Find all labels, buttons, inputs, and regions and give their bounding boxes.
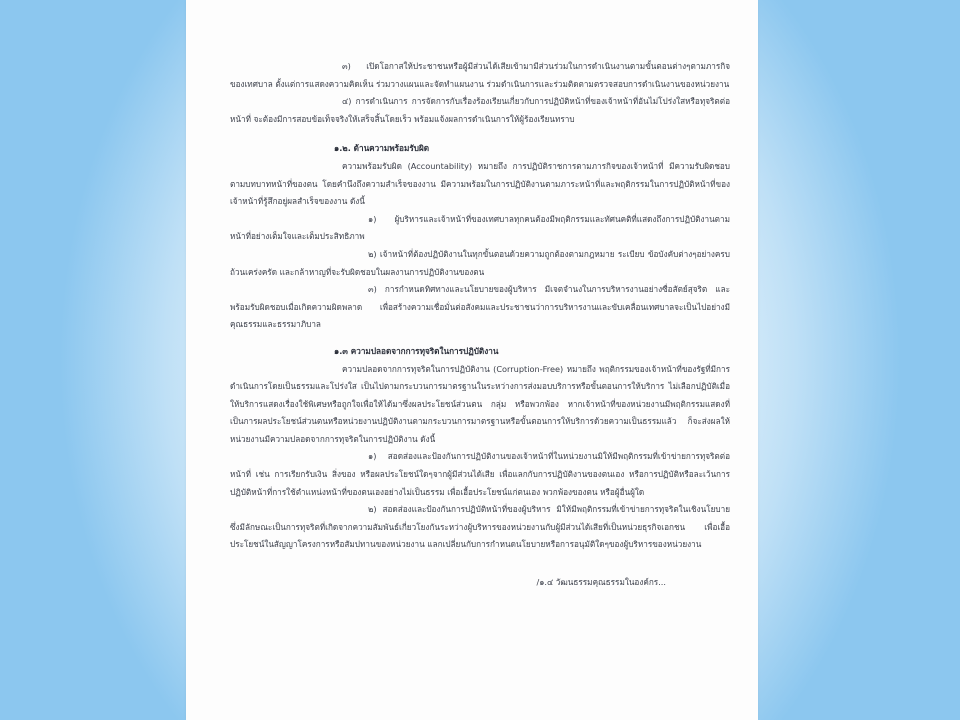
paragraph-4: ๔) การดำเนินการ การจัดการกับเรื่องร้องเรียนเกี่ยวกับการปฏิบัติหน้าที่ของเจ้าหน้าที่อันไม่โปร่งใสหรือทุจริตต่อหน้าที่ จะต้องมีการสอบข้อเท็จจริงให้เสร็จสิ้นโดยเร็ว พร้อมแจ้งผลการดำเนินการให้ผู้ร้องเรียนทราบ — [230, 96, 730, 124]
document-body — [230, 58, 730, 592]
accountability-item-1: ๑) ผู้บริหารและเจ้าหน้าที่ของเทศบาลทุกคนต้องมีพฤติกรรมและทัศนคติที่แสดงถึงการปฏิบัติงานตามหน้าที่อย่างเต็มใจและเต็มประสิทธิภาพ — [230, 213, 730, 242]
accountability-item-3: ๓) การกำหนดทิศทางและนโยบายของผู้บริหาร มีเจตจำนงในการบริหารงานอย่างซื่อสัตย์สุจริต และพร้อมรับผิดชอบเมื่อเกิดความผิดพลาด เพื่อสร้างความเชื่อมั่นต่อสังคมและประชาชนว่าการบริหารงานและขับเคลื่อนเทศบาลจะเป็นไปอย่างมีคุณธรรมและธรรมาภิบาล — [230, 284, 730, 330]
accountability-item-2: ๒) เจ้าหน้าที่ต้องปฏิบัติงานในทุกขั้นตอนด้วยความถูกต้องตามกฎหมาย ระเบียบ ข้อบังคับต่างๆอย่างครบถ้วนเคร่งครัด และกล้าหาญที่จะรับผิดชอบในผลงานการปฏิบัติงานของตน — [230, 248, 730, 277]
corruption-free-item-2: ๒) สอดส่องและป้องกันการปฏิบัติหน้าที่ของผู้บริหาร มิให้มีพฤติกรรมที่เข้าข่ายการทุจริตในเชิงนโยบาย ซึ่งมีลักษณะเป็นการทุจริตที่เกิดจากความสัมพันธ์เกี่ยวโยงกันระหว่างผู้บริหารของหน่วยงานกับผู้มีส่วนได้เสียที่เป็นหน่วยธุรกิจเอกชน เพื่อเอื้อประโยชน์ในสัญญาโครงการหรือสัมปทานของหน่วยงาน แลกเปลี่ยนกับการกำหนดนโยบายหรือการอนุมัติใดๆของผู้บริหารของหน่วยงาน — [230, 504, 730, 550]
accountability-paragraph: ความพร้อมรับผิด (Accountability) หมายถึง การปฏิบัติราชการตามภารกิจของเจ้าหน้าที่ มีความรับผิดชอบตามบทบาทหน้าที่ของตน โดยคำนึงถึงความสำเร็จของงาน มีความพร้อมในการปฏิบัติงานตามภาระหน้าที่และพฤติกรรมในการปฏิบัติหน้าที่ของเจ้าหน้าที่รู้สึกอยู่ผลสำเร็จของงาน ดังนี้ — [230, 160, 730, 207]
corruption-free-paragraph: ความปลอดจากการทุจริตในการปฏิบัติงาน (Corruption-Free) หมายถึง พฤติกรรมของเจ้าหน้าที่ของรัฐที่มีการดำเนินการโดยเป็นธรรมและโปร่งใส เป็นไปตามกระบวนการมาตรฐานในระหว่างการส่งมอบบริการหรือขั้นตอนการให้บริการ ไม่เลือกปฏิบัติเมื่อให้บริการแสดงเรื่องใช้พิเศษหรือถูกใจเพื่อให้ได้มาซึ่งผลประโยชน์ส่วนตน กลุ่ม หรือพวกพ้อง หากเจ้าหน้าที่ของหน่วยงานมีพฤติกรรมแสดงที่เป็นการผลประโยชน์ส่วนตนหรือหน่วยงานปฏิบัติงานตามกระบวนการมาตรฐานหรือขั้นตอนการให้บริการด้วยความเป็นธรรมแล้ว ก็จะส่งผลให้หน่วยงานมีความปลอดจากการทุจริตในการปฏิบัติงาน ดังนี้ — [230, 363, 730, 444]
paragraph-3: ๓) เปิดโอกาสให้ประชาชนหรือผู้มีส่วนได้เสียเข้ามามีส่วนร่วมในการดำเนินงานตามขั้นตอนต่างๆตามภารกิจของเทศบาล ตั้งแต่การแสดงความคิดเห็น ร่วมวางแผนและจัดทำแผนงาน ร่วมดำเนินการและร่วมติดตามตรวจสอบการดำเนินงานของหน่วยงาน — [230, 61, 730, 89]
section-heading-1-3: ๑.๓ ความปลอดจากการทุจริตในการปฏิบัติงาน — [334, 345, 499, 356]
continuation-footer: /๑.๔ วัฒนธรรมคุณธรรมในองค์กร... — [536, 577, 666, 588]
section-heading-1-2: ๑.๒. ด้านความพร้อมรับผิด — [334, 143, 430, 154]
document-page — [186, 0, 758, 720]
corruption-free-item-1: ๑) สอดส่องและป้องกันการปฏิบัติงานของเจ้าหน้าที่ในหน่วยงานมิให้มีพฤติกรรมที่เข้าข่ายการทุจริตต่อหน้าที่ เช่น การเรียกรับเงิน สิ่งของ หรือผลประโยชน์ใดๆจากผู้มีส่วนได้เสีย เพื่อแลกกับการปฏิบัติงานของตนเอง หรือการปฏิบัติหรือละเว้นการปฏิบัติหน้าที่การใช้ตำแหน่งหน้าที่ของตนเองอย่างไม่เป็นธรรม เพื่อเอื้อประโยชน์แก่ตนเอง พวกพ้องของตน หรือผู้อื่นผู้ใด — [230, 451, 730, 497]
